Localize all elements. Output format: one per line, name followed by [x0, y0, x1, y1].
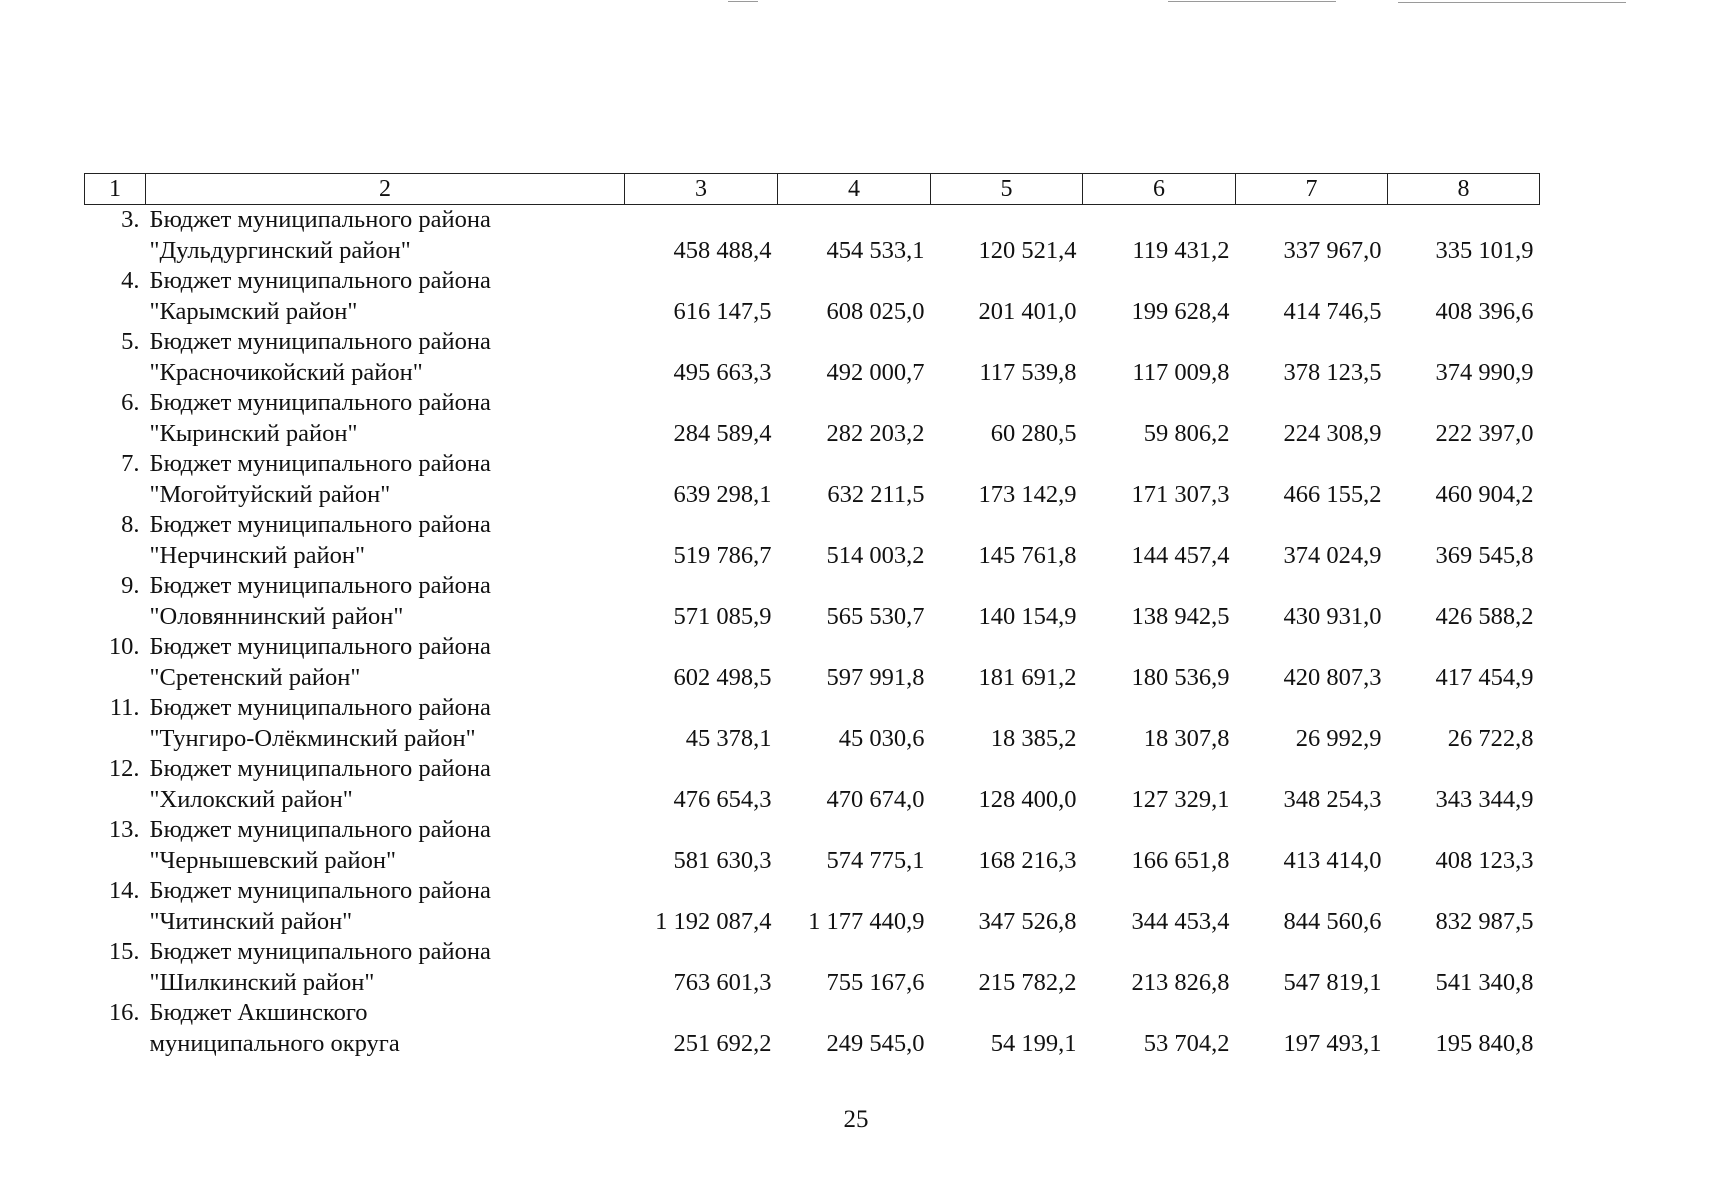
table-row — [85, 205, 1540, 267]
column-header: 3 — [625, 174, 778, 205]
value-cell-col5: 347 526,8 — [978, 907, 1077, 935]
row-index: 13. — [108, 816, 140, 843]
value-cell-col5: 201 401,0 — [978, 297, 1077, 325]
value-cell-col4: 282 203,2 — [826, 419, 925, 447]
budget-name-line1: Бюджет муниципального района — [149, 816, 491, 843]
value-cell-col6: 127 329,1 — [1131, 785, 1230, 813]
value-cell-col6: 180 536,9 — [1131, 663, 1230, 691]
value-cell-col8: 408 123,3 — [1435, 846, 1534, 874]
row-index: 15. — [108, 938, 140, 965]
column-header: 4 — [778, 174, 931, 205]
budget-name-line1: Бюджет муниципального района — [149, 328, 491, 355]
budget-table-container — [84, 173, 1539, 1059]
value-cell-col3: 45 378,1 — [685, 724, 772, 752]
row-index: 4. — [121, 267, 140, 294]
value-cell-col7: 378 123,5 — [1283, 358, 1382, 386]
value-cell-col3: 602 498,5 — [673, 663, 772, 691]
budget-name-cell — [146, 693, 625, 754]
value-cell-col3: 571 085,9 — [673, 602, 772, 630]
value-cell-col4: 492 000,7 — [826, 358, 925, 386]
budget-name-line1: Бюджет муниципального района — [149, 938, 491, 965]
table-row — [85, 449, 1540, 510]
value-cell-col3: 284 589,4 — [673, 419, 772, 447]
value-cell-col8: 460 904,2 — [1435, 480, 1534, 508]
value-cell-col3: 458 488,4 — [673, 236, 772, 264]
budget-name-cell — [146, 754, 625, 815]
row-index: 12. — [108, 755, 140, 782]
scan-artifact-line — [728, 1, 758, 2]
value-cell-col3: 519 786,7 — [673, 541, 772, 569]
value-cell-col5: 54 199,1 — [990, 1029, 1077, 1057]
budget-name-line2: "Нерчинский район" — [149, 541, 365, 569]
value-cell-col5: 145 761,8 — [978, 541, 1077, 569]
table-body — [85, 205, 1540, 1060]
value-cell-col3: 639 298,1 — [673, 480, 772, 508]
value-cell-col7: 430 931,0 — [1283, 602, 1382, 630]
budget-name-line1: Бюджет муниципального района — [149, 511, 491, 538]
value-cell-col6: 144 457,4 — [1131, 541, 1230, 569]
value-cell-col4: 454 533,1 — [826, 236, 925, 264]
table-header — [85, 174, 1540, 205]
value-cell-col4: 249 545,0 — [826, 1029, 925, 1057]
value-cell-col6: 59 806,2 — [1143, 419, 1230, 447]
budget-name-cell — [146, 266, 625, 327]
budget-name-line1: Бюджет муниципального района — [149, 572, 491, 599]
row-index: 7. — [121, 450, 140, 477]
budget-name-line2: "Шилкинский район" — [149, 968, 375, 996]
value-cell-col4: 632 211,5 — [827, 480, 925, 508]
value-cell-col6: 117 009,8 — [1132, 358, 1230, 386]
value-cell-col7: 420 807,3 — [1283, 663, 1382, 691]
budget-name-line2: "Тунгиро-Олёкминский район" — [149, 724, 476, 752]
value-cell-col8: 426 588,2 — [1435, 602, 1534, 630]
value-cell-col8: 832 987,5 — [1435, 907, 1534, 935]
budget-name-line2: "Карымский район" — [149, 297, 358, 325]
value-cell-col7: 197 493,1 — [1283, 1029, 1382, 1057]
budget-name-cell — [146, 205, 625, 267]
value-cell-col5: 117 539,8 — [979, 358, 1077, 386]
budget-name-line2: "Дульдургинский район" — [149, 236, 411, 264]
budget-name-line1: Бюджет муниципального района — [149, 633, 491, 660]
value-cell-col4: 574 775,1 — [826, 846, 925, 874]
value-cell-col7: 466 155,2 — [1283, 480, 1382, 508]
column-header: 5 — [931, 174, 1083, 205]
value-cell-col3: 1 192 087,4 — [655, 907, 772, 935]
row-index: 3. — [121, 206, 140, 233]
page-number: 25 — [843, 1106, 869, 1133]
value-cell-col7: 348 254,3 — [1283, 785, 1382, 813]
row-index: 10. — [108, 633, 140, 660]
value-cell-col6: 344 453,4 — [1131, 907, 1230, 935]
value-cell-col4: 597 991,8 — [826, 663, 925, 691]
budget-name-cell — [146, 632, 625, 693]
value-cell-col8: 195 840,8 — [1435, 1029, 1534, 1057]
budget-name-line2: "Оловяннинский район" — [149, 602, 404, 630]
value-cell-col6: 138 942,5 — [1131, 602, 1230, 630]
budget-name-cell — [146, 571, 625, 632]
budget-name-line1: Бюджет муниципального района — [149, 877, 491, 904]
value-cell-col4: 608 025,0 — [826, 297, 925, 325]
value-cell-col5: 140 154,9 — [978, 602, 1077, 630]
value-cell-col6: 119 431,2 — [1132, 236, 1230, 264]
value-cell-col3: 495 663,3 — [673, 358, 772, 386]
table-row — [85, 815, 1540, 876]
value-cell-col8: 408 396,6 — [1435, 297, 1534, 325]
budget-name-line2: "Чернышевский район" — [149, 846, 397, 874]
table-row — [85, 571, 1540, 632]
row-index: 16. — [108, 999, 140, 1026]
budget-name-cell — [146, 449, 625, 510]
column-header: 7 — [1236, 174, 1388, 205]
value-cell-col6: 18 307,8 — [1143, 724, 1230, 752]
budget-name-line1: Бюджет муниципального района — [149, 206, 491, 233]
budget-name-line1: Бюджет муниципального района — [149, 389, 491, 416]
value-cell-col7: 224 308,9 — [1283, 419, 1382, 447]
value-cell-col7: 414 746,5 — [1283, 297, 1382, 325]
value-cell-col8: 26 722,8 — [1447, 724, 1534, 752]
table-row — [85, 754, 1540, 815]
budget-name-line1: Бюджет Акшинского — [149, 999, 368, 1026]
budget-name-line2: "Сретенский район" — [149, 663, 361, 691]
value-cell-col6: 171 307,3 — [1131, 480, 1230, 508]
value-cell-col3: 476 654,3 — [673, 785, 772, 813]
value-cell-col3: 616 147,5 — [673, 297, 772, 325]
value-cell-col5: 120 521,4 — [978, 236, 1077, 264]
value-cell-col5: 173 142,9 — [978, 480, 1077, 508]
value-cell-col7: 844 560,6 — [1283, 907, 1382, 935]
budget-name-cell — [146, 998, 625, 1059]
value-cell-col4: 755 167,6 — [826, 968, 925, 996]
value-cell-col5: 60 280,5 — [990, 419, 1077, 447]
column-number-row — [85, 174, 1540, 205]
row-index: 6. — [121, 389, 140, 416]
value-cell-col8: 369 545,8 — [1435, 541, 1534, 569]
row-index: 5. — [121, 328, 140, 355]
value-cell-col5: 168 216,3 — [978, 846, 1077, 874]
value-cell-col8: 335 101,9 — [1435, 236, 1534, 264]
table-row — [85, 388, 1540, 449]
value-cell-col7: 337 967,0 — [1283, 236, 1382, 264]
table-row — [85, 998, 1540, 1059]
budget-name-cell — [146, 937, 625, 998]
budget-name-line1: Бюджет муниципального района — [149, 755, 491, 782]
row-index: 9. — [121, 572, 140, 599]
column-header: 2 — [146, 174, 625, 205]
value-cell-col8: 374 990,9 — [1435, 358, 1534, 386]
value-cell-col7: 413 414,0 — [1283, 846, 1382, 874]
value-cell-col4: 1 177 440,9 — [808, 907, 925, 935]
value-cell-col7: 374 024,9 — [1283, 541, 1382, 569]
table-row — [85, 937, 1540, 998]
budget-name-line2: муниципального округа — [149, 1029, 400, 1057]
table-row — [85, 327, 1540, 388]
row-index: 14. — [108, 877, 140, 904]
value-cell-col5: 18 385,2 — [990, 724, 1077, 752]
budget-name-line2: "Читинский район" — [149, 907, 353, 935]
budget-name-line2: "Красночикойский район" — [149, 358, 423, 386]
value-cell-col6: 53 704,2 — [1143, 1029, 1230, 1057]
row-index: 8. — [121, 511, 140, 538]
value-cell-col8: 541 340,8 — [1435, 968, 1534, 996]
table-row — [85, 876, 1540, 937]
value-cell-col5: 128 400,0 — [978, 785, 1077, 813]
budget-name-cell — [146, 876, 625, 937]
value-cell-col5: 181 691,2 — [978, 663, 1077, 691]
value-cell-col4: 470 674,0 — [826, 785, 925, 813]
budget-name-cell — [146, 388, 625, 449]
column-header: 1 — [85, 174, 146, 205]
value-cell-col6: 199 628,4 — [1131, 297, 1230, 325]
value-cell-col3: 581 630,3 — [673, 846, 772, 874]
value-cell-col7: 547 819,1 — [1283, 968, 1382, 996]
budget-name-line1: Бюджет муниципального района — [149, 450, 491, 477]
column-header: 8 — [1388, 174, 1540, 205]
scan-artifact-line — [1168, 1, 1336, 2]
value-cell-col8: 222 397,0 — [1435, 419, 1534, 447]
value-cell-col4: 565 530,7 — [826, 602, 925, 630]
budget-name-cell — [146, 510, 625, 571]
budget-name-line2: "Могойтуйский район" — [149, 480, 391, 508]
value-cell-col3: 251 692,2 — [673, 1029, 772, 1057]
value-cell-col3: 763 601,3 — [673, 968, 772, 996]
budget-name-cell — [146, 327, 625, 388]
scan-artifact-line — [1398, 2, 1626, 3]
budget-table — [84, 173, 1540, 1059]
value-cell-col6: 213 826,8 — [1131, 968, 1230, 996]
value-cell-col6: 166 651,8 — [1131, 846, 1230, 874]
value-cell-col8: 343 344,9 — [1435, 785, 1534, 813]
table-row — [85, 510, 1540, 571]
value-cell-col5: 215 782,2 — [978, 968, 1077, 996]
value-cell-col4: 514 003,2 — [826, 541, 925, 569]
budget-name-cell — [146, 815, 625, 876]
budget-name-line2: "Кыринский район" — [149, 419, 358, 447]
budget-name-line2: "Хилокский район" — [149, 785, 353, 813]
table-row — [85, 693, 1540, 754]
budget-name-line1: Бюджет муниципального района — [149, 267, 491, 294]
column-header: 6 — [1083, 174, 1236, 205]
table-row — [85, 266, 1540, 327]
value-cell-col4: 45 030,6 — [838, 724, 925, 752]
row-index: 11. — [109, 694, 140, 721]
value-cell-col8: 417 454,9 — [1435, 663, 1534, 691]
budget-name-line1: Бюджет муниципального района — [149, 694, 491, 721]
value-cell-col7: 26 992,9 — [1295, 724, 1382, 752]
table-row — [85, 632, 1540, 693]
